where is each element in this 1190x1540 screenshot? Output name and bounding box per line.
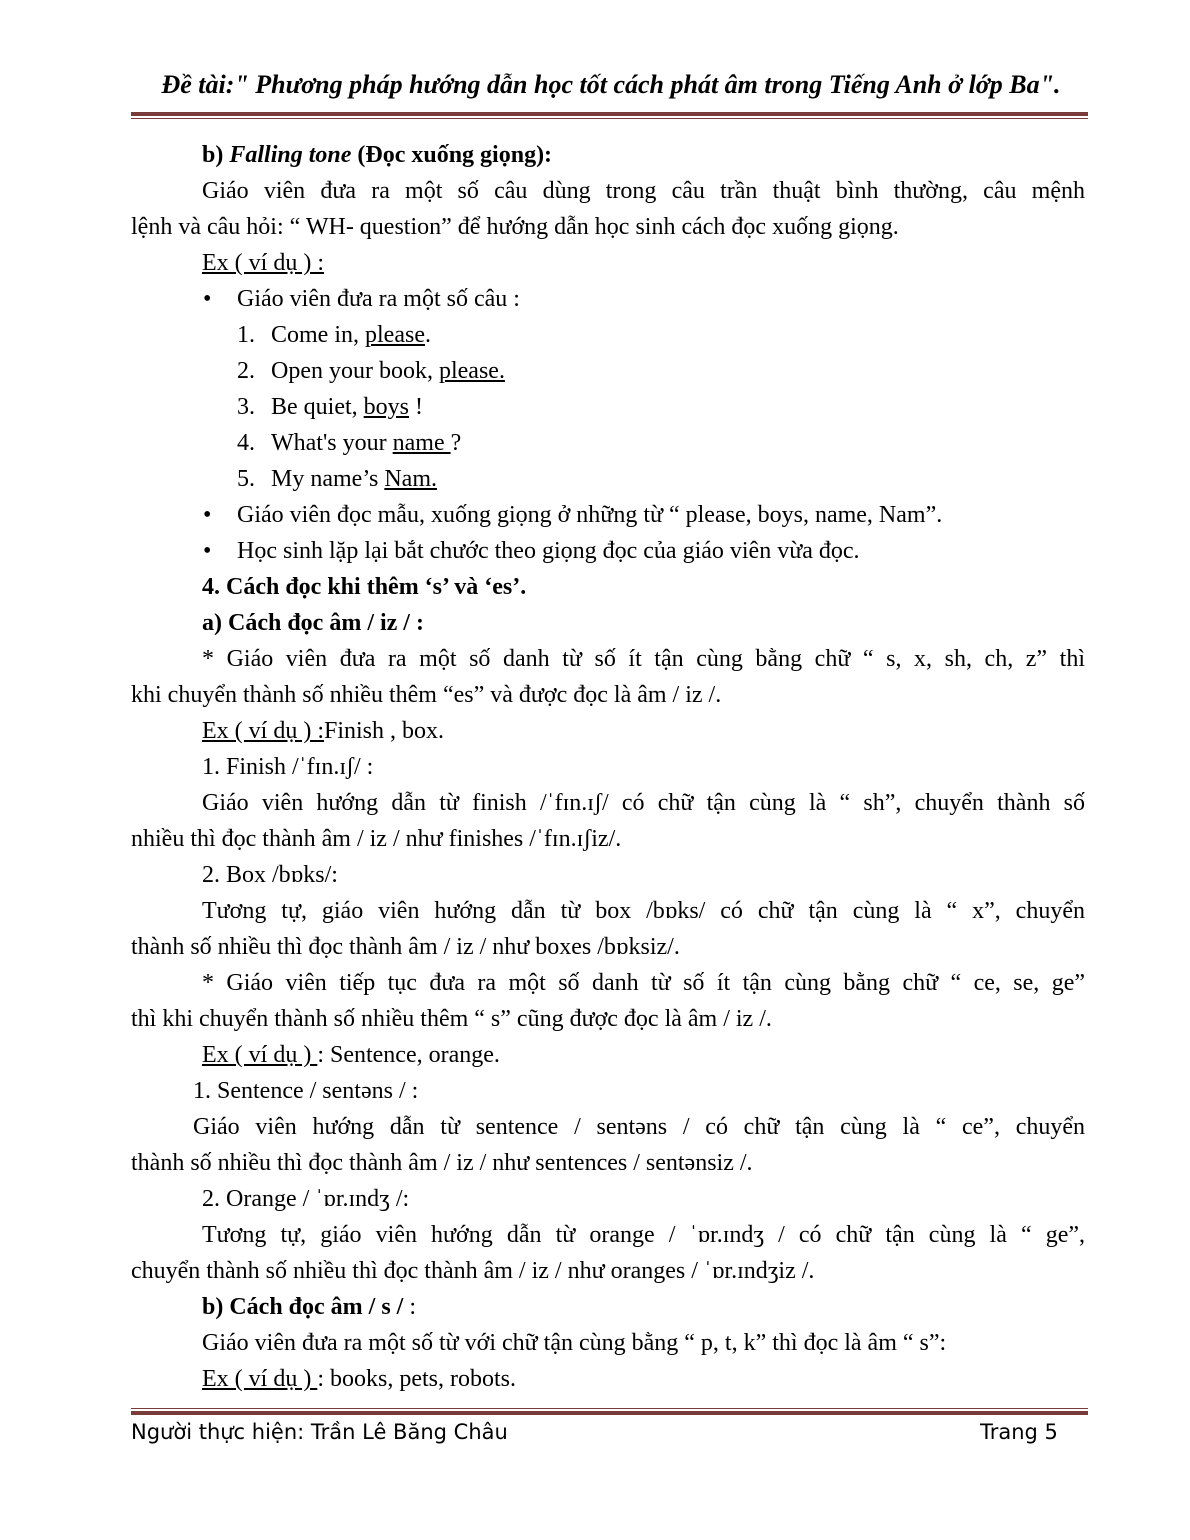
paragraph-line: Giáo viên hướng dẫn từ finish /ˈfɪn.ɪʃ/ có chữ tận cùng là “ sh”, chuyển thành số: [202, 790, 1085, 816]
header-rule: [131, 112, 1088, 119]
bullet-item: • Giáo viên đưa ra một số câu :: [131, 281, 1085, 317]
item-text: Open your book,: [271, 358, 439, 384]
paragraph-line: Tương tự, giáo viên hướng dẫn từ box /bɒks/ có chữ tận cùng là “ x”, chuyển: [202, 898, 1085, 924]
heading-falling-tone: b) Falling tone (Đọc xuống giọng):: [202, 142, 553, 168]
item-text: Come in,: [271, 322, 365, 348]
paragraph-line: nhiều thì đọc thành âm / iz / như finishes /ˈfɪn.ɪʃiz/.: [131, 826, 622, 852]
example-label: Ex ( ví dụ ) :: [202, 250, 324, 276]
item-tail: ?: [450, 430, 462, 456]
item-number: 1.: [237, 322, 255, 348]
section-heading: a) Cách đọc âm / iz / :: [202, 610, 424, 636]
section-heading: b) Cách đọc âm / s / :: [202, 1294, 417, 1320]
example-label: Ex ( ví dụ ) : books, pets, robots.: [202, 1366, 516, 1392]
body-text: [131, 137, 1085, 1397]
word-heading: 1. Finish /ˈfɪn.ɪʃ/ :: [202, 754, 374, 780]
paragraph-line: khi chuyển thành số nhiều thêm “es” và được đọc là âm / iz /.: [131, 682, 722, 708]
paragraph-line: Giáo viên hướng dẫn từ sentence / sentəns / có chữ tận cùng là “ ce”, chuyển: [193, 1114, 1085, 1140]
paragraph-line: chuyển thành số nhiều thì đọc thành âm / iz / như oranges / ˈɒr.ɪndʒiz /.: [131, 1258, 815, 1284]
bullet-dot-icon: •: [203, 286, 212, 312]
item-number: 5.: [237, 466, 255, 492]
item-underlined-word: boys: [363, 394, 409, 420]
item-underlined-word: Nam.: [384, 466, 437, 492]
paragraph-line: Tương tự, giáo viên hướng dẫn từ orange / ˈɒr.ɪndʒ / có chữ tận cùng là “ ge”,: [202, 1222, 1085, 1248]
item-underlined-word: name: [392, 430, 451, 456]
numbered-item: [131, 317, 1085, 353]
paragraph-line: * Giáo viên đưa ra một số danh từ số ít tận cùng bằng chữ “ s, x, sh, ch, z” thì: [202, 646, 1085, 672]
footer-rule: [131, 1408, 1088, 1415]
numbered-item: [131, 425, 1085, 461]
item-tail: !: [409, 394, 423, 420]
paragraph-line: * Giáo viên tiếp tục đưa ra một số danh từ số ít tận cùng bằng chữ “ ce, se, ge”: [202, 970, 1085, 996]
paragraph-line: thành số nhiều thì đọc thành âm / iz / như sentences / sentənsiz /.: [131, 1150, 753, 1176]
item-text: What's your: [271, 430, 393, 456]
footer-page-number: Trang 5: [980, 1420, 1058, 1444]
word-heading: 2. Orange / ˈɒr.ɪndʒ /:: [202, 1186, 410, 1212]
bullet-dot-icon: •: [203, 502, 212, 528]
item-underlined-word: please: [365, 322, 425, 348]
example-list: [131, 317, 1085, 497]
numbered-item: [131, 353, 1085, 389]
item-number: 4.: [237, 430, 255, 456]
paragraph-line: thành số nhiều thì đọc thành âm / iz / như boxes /bɒksiz/.: [131, 934, 680, 960]
example-label: Ex ( ví dụ ) :Finish , box.: [202, 718, 445, 744]
paragraph-line: Giáo viên đưa ra một số từ với chữ tận cùng bằng “ p, t, k” thì đọc là âm “ s”:: [202, 1330, 947, 1356]
numbered-item: [131, 389, 1085, 425]
bullet-dot-icon: •: [203, 538, 212, 564]
item-tail: .: [424, 322, 431, 348]
paragraph-line: Giáo viên đưa ra một số câu dùng trong câu trần thuật bình thường, câu mệnh: [202, 178, 1085, 204]
section-heading: 4. Cách đọc khi thêm ‘s’ và ‘es’.: [202, 574, 527, 600]
item-text: Be quiet,: [271, 394, 364, 420]
paragraph-line: thì khi chuyển thành số nhiều thêm “ s” cũng được đọc là âm / iz /.: [131, 1006, 772, 1032]
word-heading: 2. Box /bɒks/:: [202, 862, 338, 888]
example-label: Ex ( ví dụ ) : Sentence, orange.: [202, 1042, 500, 1068]
word-heading: 1. Sentence / sentəns / :: [193, 1078, 419, 1104]
bullet-item: • Giáo viên đọc mẫu, xuống giọng ở những từ “ please, boys, name, Nam”.: [131, 497, 1085, 533]
item-text: My name’s: [271, 466, 385, 492]
header-title: Đề tài:" Phương pháp hướng dẫn học tốt cách phát âm trong Tiếng Anh ở lớp Ba".: [161, 70, 1061, 99]
item-underlined-word: please.: [438, 358, 505, 384]
bullet-item: • Học sinh lặp lại bắt chước theo giọng đọc của giáo viên vừa đọc.: [131, 533, 1085, 569]
numbered-item: [131, 461, 1085, 497]
item-number: 3.: [237, 394, 255, 420]
item-number: 2.: [237, 358, 255, 384]
paragraph-line: lệnh và câu hỏi: “ WH- question” để hướng dẫn học sinh cách đọc xuống giọng.: [131, 214, 899, 240]
footer-author: Người thực hiện: Trần Lê Băng Châu: [131, 1420, 508, 1444]
